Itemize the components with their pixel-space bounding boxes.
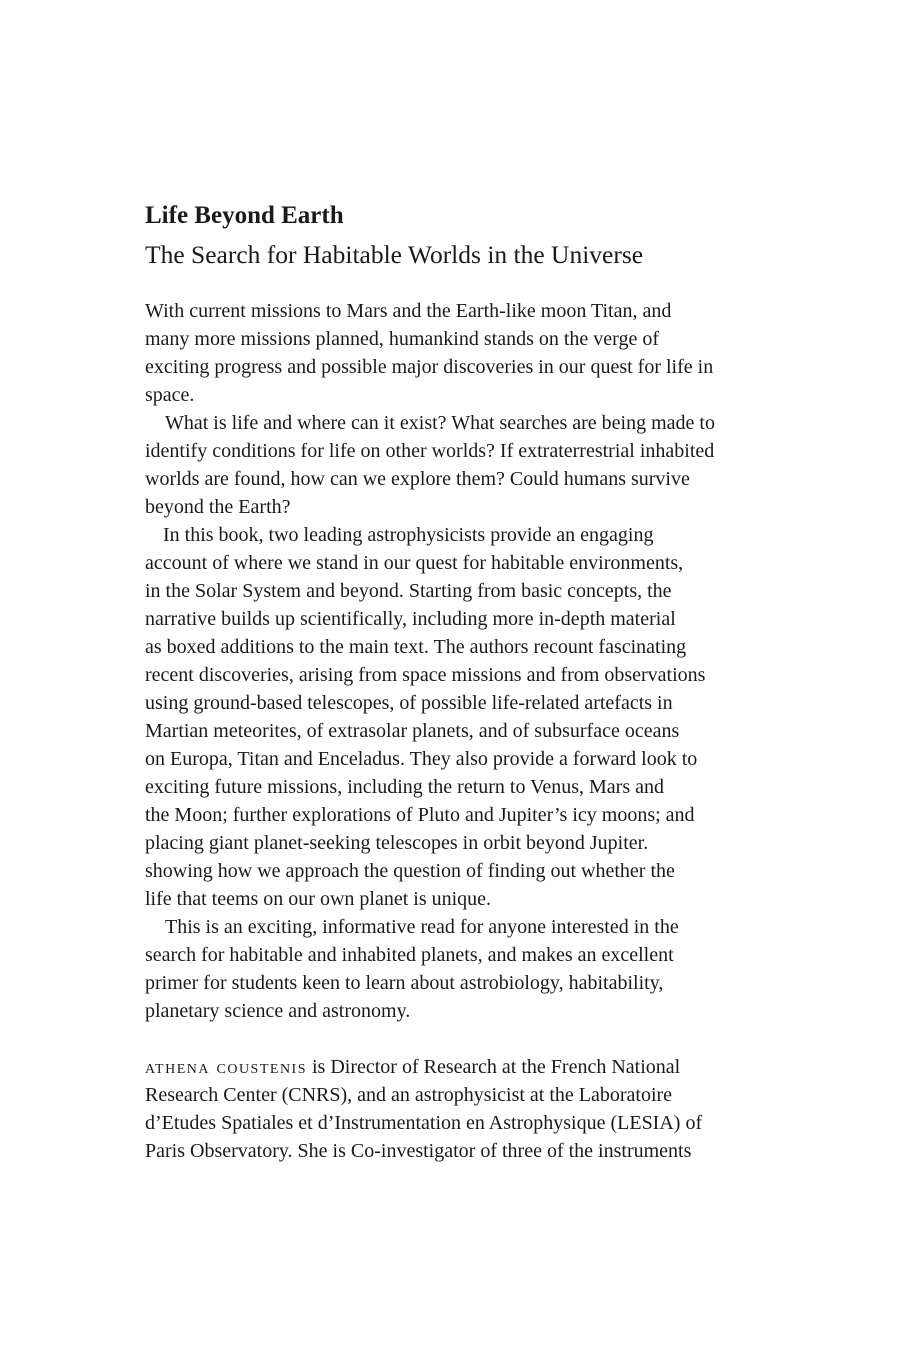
- text-line: account of where we stand in our quest for habitable environments,: [145, 552, 684, 574]
- text-line: In this book, two leading astrophysicists provide an engaging: [163, 524, 654, 546]
- text-line: exciting progress and possible major discoveries in our quest for life in: [145, 356, 714, 378]
- text-line: What is life and where can it exist? What searches are being made to: [165, 412, 715, 434]
- text-line: narrative builds up scientifically, including more in-depth material: [145, 608, 676, 630]
- paragraph-4: [145, 913, 785, 1025]
- text-line: identify conditions for life on other worlds? If extraterrestrial inhabited: [145, 440, 715, 462]
- text-line: space.: [145, 384, 195, 406]
- paragraph-1: [145, 297, 785, 409]
- author-name: athena coustenis: [145, 1056, 307, 1078]
- paragraph-2: [145, 409, 785, 521]
- text-line: This is an exciting, informative read for anyone interested in the: [165, 916, 679, 938]
- text-line: life that teems on our own planet is unique.: [145, 888, 492, 910]
- paragraph-gap: [145, 1025, 785, 1053]
- text-line: on Europa, Titan and Enceladus. They also provide a forward look to: [145, 748, 698, 770]
- text-line: Paris Observatory. She is Co-investigator of three of the instruments: [145, 1140, 692, 1162]
- author-bio: [145, 1053, 785, 1165]
- text-line: [145, 1053, 785, 1081]
- text-line: primer for students keen to learn about astrobiology, habitability,: [145, 972, 664, 994]
- book-title: Life Beyond Earth: [145, 202, 344, 229]
- text-line: With current missions to Mars and the Earth-like moon Titan, and: [145, 300, 672, 322]
- text-line: recent discoveries, arising from space missions and from observations: [145, 664, 706, 686]
- text-line: worlds are found, how can we explore them? Could humans survive: [145, 468, 690, 490]
- text-line: beyond the Earth?: [145, 496, 291, 518]
- text-line: Research Center (CNRS), and an astrophysicist at the Laboratoire: [145, 1084, 673, 1106]
- text-line: planetary science and astronomy.: [145, 1000, 411, 1022]
- text-line: in the Solar System and beyond. Starting from basic concepts, the: [145, 580, 672, 602]
- bio-text: is Director of Research at the French National: [307, 1056, 681, 1078]
- text-line: Martian meteorites, of extrasolar planets, and of subsurface oceans: [145, 720, 680, 742]
- blurb-body: [145, 297, 785, 1165]
- text-line: as boxed additions to the main text. The authors recount fascinating: [145, 636, 687, 658]
- text-line: the Moon; further explorations of Pluto and Jupiter’s icy moons; and: [145, 804, 695, 826]
- text-line: d’Etudes Spatiales et d’Instrumentation en Astrophysique (LESIA) of: [145, 1112, 703, 1134]
- book-subtitle: The Search for Habitable Worlds in the Universe: [145, 240, 644, 269]
- paragraph-3: [145, 521, 785, 913]
- text-line: using ground-based telescopes, of possible life-related artefacts in: [145, 692, 673, 714]
- text-line: exciting future missions, including the return to Venus, Mars and: [145, 776, 664, 798]
- text-line: many more missions planned, humankind stands on the verge of: [145, 328, 659, 350]
- text-line: showing how we approach the question of finding out whether the: [145, 860, 675, 882]
- text-line: placing giant planet-seeking telescopes in orbit beyond Jupiter.: [145, 832, 649, 854]
- text-line: search for habitable and inhabited planets, and makes an excellent: [145, 944, 674, 966]
